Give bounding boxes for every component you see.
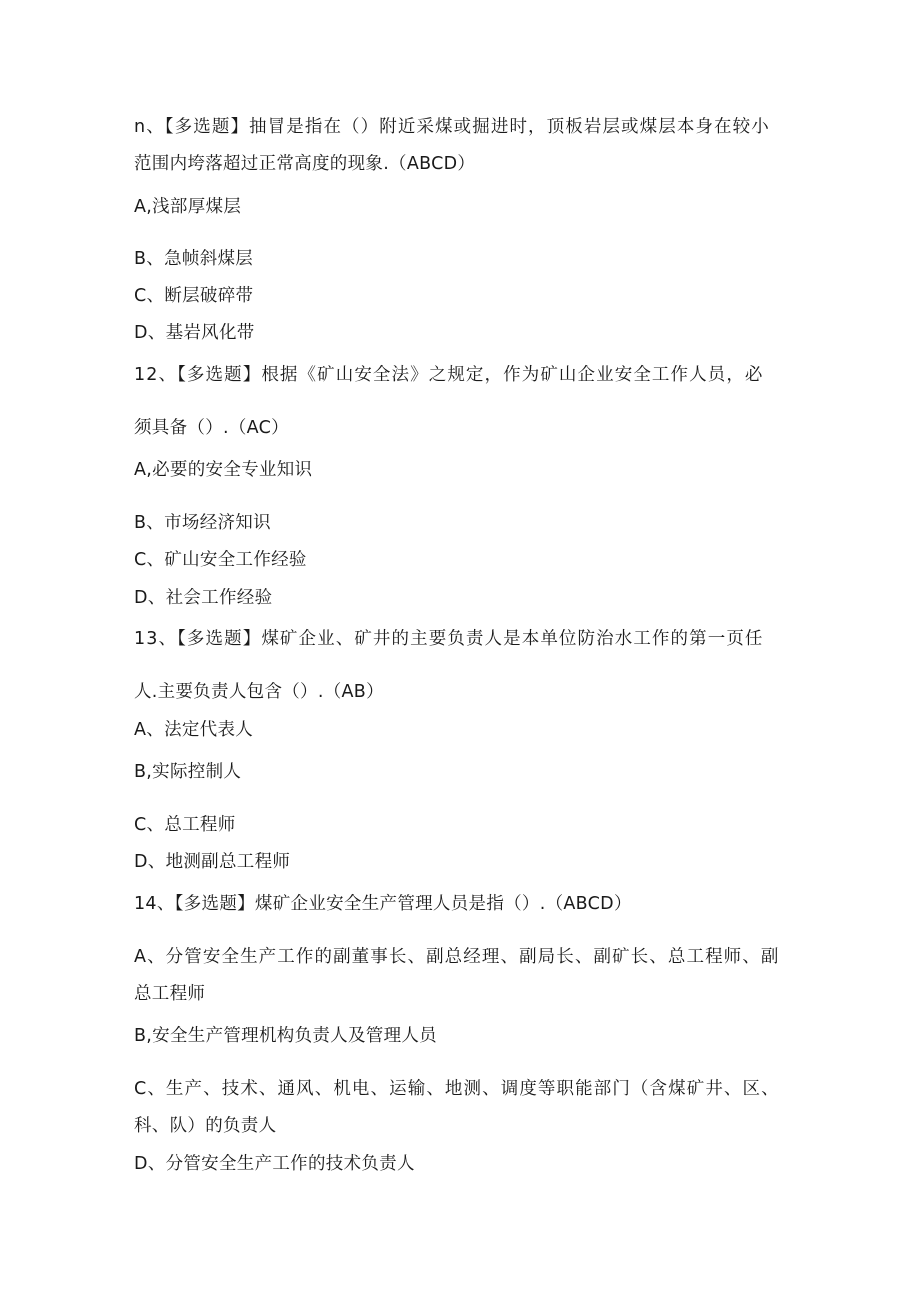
question-14-option-c-line-2: 科、队）的负责人	[134, 1116, 277, 1136]
question-14-stem-line-1: 14、【多选题】煤矿企业安全生产管理人员是指（）.（ABCD）	[134, 894, 632, 914]
question-13-option-b: B,实际控制人	[134, 762, 242, 782]
question-12-option-d: D、社会工作经验	[134, 588, 273, 608]
question-n-option-a: A,浅部厚煤层	[134, 197, 242, 217]
question-14-option-a-line-2: 总工程师	[134, 984, 206, 1004]
question-13-stem-line-2: 人.主要负责人包含（）.（AB）	[134, 682, 384, 702]
question-n-option-d: D、基岩风化带	[134, 323, 255, 343]
question-n-stem-line-2: 范围内垮落超过正常高度的现象.（ABCD）	[134, 154, 476, 174]
question-14-option-c-line-1: C、生产、技术、通风、机电、运输、地测、调度等职能部门（含煤矿井、区、	[134, 1079, 780, 1099]
question-14-option-b: B,安全生产管理机构负责人及管理人员	[134, 1026, 437, 1046]
question-12-option-b: B、市场经济知识	[134, 513, 271, 533]
question-13-stem-line-1: 13、【多选题】煤矿企业、矿井的主要负责人是本单位防治水工作的第一页任	[134, 629, 764, 649]
question-12-option-c: C、矿山安全工作经验	[134, 550, 307, 570]
question-13-option-a: A、法定代表人	[134, 720, 254, 740]
question-12-option-a: A,必要的安全专业知识	[134, 460, 313, 480]
question-n-option-b: B、急帧斜煤层	[134, 249, 254, 269]
question-n-stem-line-1: n、【多选题】抽冒是指在（）附近采煤或掘进时，顶板岩层或煤层本身在较小	[134, 117, 770, 137]
question-14-option-a-line-1: A、分管安全生产工作的副董事长、副总经理、副局长、副矿长、总工程师、副	[134, 947, 780, 967]
question-12-stem-line-2: 须具备（）.（AC）	[134, 418, 289, 438]
question-12-stem-line-1: 12、【多选题】根据《矿山安全法》之规定，作为矿山企业安全工作人员，必	[134, 365, 764, 385]
question-14-option-d: D、分管安全生产工作的技术负责人	[134, 1154, 415, 1174]
question-13-option-c: C、总工程师	[134, 815, 236, 835]
question-n-option-c: C、断层破碎带	[134, 286, 254, 306]
question-13-option-d: D、地测副总工程师	[134, 852, 291, 872]
